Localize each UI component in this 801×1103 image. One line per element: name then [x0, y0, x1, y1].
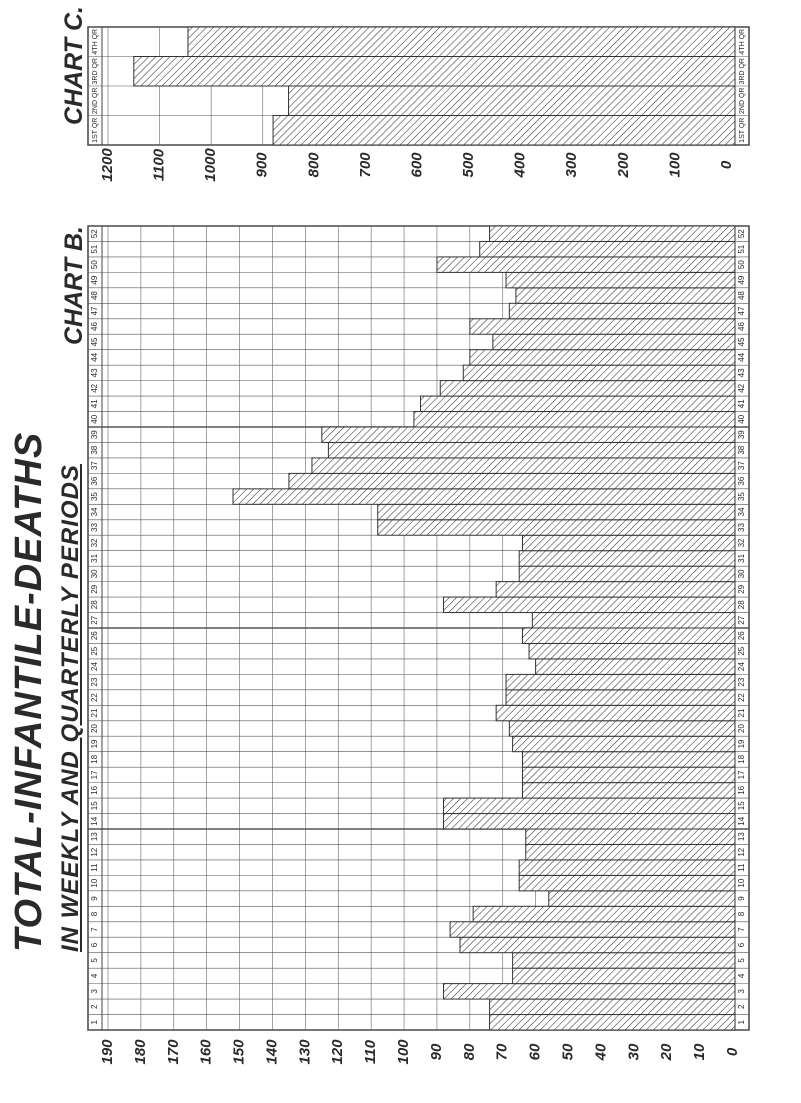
- chart-c-tick-label: 500: [460, 152, 478, 178]
- chart-b-bar: [378, 504, 735, 519]
- chart-c-tick-label: 300: [563, 152, 581, 178]
- chart-b-category-label: 47: [737, 306, 747, 316]
- chart-c: [60, 6, 749, 182]
- chart-b: [60, 226, 749, 1065]
- chart-b-category-label: 15: [90, 801, 100, 811]
- chart-b-category-label: 3: [737, 989, 747, 994]
- chart-b-category-label: 31: [90, 553, 100, 563]
- chart-b-category-label: 13: [737, 832, 747, 842]
- chart-b-bar: [421, 396, 736, 411]
- chart-b-bar: [536, 659, 735, 674]
- chart-b-bar: [414, 412, 735, 427]
- chart-b-category-label: 32: [90, 538, 100, 548]
- chart-b-bar: [519, 566, 735, 581]
- chart-b-bar: [522, 783, 735, 798]
- chart-b-tick-label: 160: [197, 1039, 215, 1065]
- chart-b-category-label: 27: [737, 615, 747, 625]
- chart-b-bar: [506, 674, 735, 689]
- chart-b-bar: [519, 551, 735, 566]
- chart-b-category-label: 21: [737, 708, 747, 718]
- chart-c-tick-label: 1200: [98, 148, 116, 182]
- chart-b-category-label: 11: [90, 863, 100, 872]
- chart-b-category-label: 52: [737, 229, 747, 239]
- chart-b-tick-label: 80: [460, 1043, 478, 1061]
- chart-b-category-label: 45: [737, 337, 747, 347]
- chart-b-category-label: 49: [90, 275, 100, 285]
- chart-b-bar: [444, 798, 735, 813]
- chart-b-category-label: 38: [737, 445, 747, 455]
- chart-b-category-label: 37: [90, 461, 100, 471]
- chart-b-category-label: 45: [90, 337, 100, 347]
- chart-b-bar: [506, 272, 735, 287]
- chart-b-bar: [470, 319, 735, 334]
- chart-b-bar: [526, 829, 735, 844]
- chart-b-category-label: 9: [90, 896, 100, 901]
- chart-b-bar: [470, 350, 735, 365]
- chart-c-tick-label: 400: [511, 152, 529, 178]
- chart-b-category-label: 35: [737, 492, 747, 502]
- chart-b-bar: [519, 860, 735, 875]
- chart-b-category-label: 30: [90, 569, 100, 579]
- chart-b-category-label: 33: [737, 523, 747, 532]
- chart-b-category-label: 24: [90, 662, 100, 672]
- chart-b-bar: [490, 226, 735, 241]
- chart-b-tick-label: 70: [493, 1043, 511, 1061]
- chart-b-category-label: 31: [737, 553, 747, 563]
- chart-b-tick-label: 190: [98, 1039, 116, 1065]
- chart-b-tick-label: 140: [263, 1039, 281, 1065]
- chart-b-bar: [322, 427, 735, 442]
- chart-b-category-label: 48: [737, 291, 747, 301]
- chart-b-tick-label: 30: [625, 1043, 643, 1061]
- chart-b-category-label: 27: [90, 615, 100, 625]
- chart-b-bar: [496, 705, 735, 720]
- chart-b-category-label: 22: [90, 693, 100, 703]
- chart-c-category-label: 3RD QR: [738, 58, 746, 85]
- chart-b-bar: [289, 473, 735, 488]
- chart-b-category-label: 14: [90, 816, 100, 826]
- chart-c-tick-label: 200: [614, 152, 632, 178]
- chart-b-bar: [473, 906, 735, 921]
- chart-c-category-label: 1ST QR: [91, 117, 99, 143]
- chart-b-bar: [522, 752, 735, 767]
- chart-b-category-label: 26: [90, 631, 100, 641]
- chart-b-category-label: 42: [90, 383, 100, 393]
- chart-c-label: CHART C.: [60, 6, 88, 125]
- chart-b-bar: [509, 721, 735, 736]
- chart-b-category-label: 32: [737, 538, 747, 548]
- chart-b-category-label: 44: [737, 352, 747, 362]
- chart-b-tick-label: 180: [131, 1039, 149, 1065]
- chart-b-category-label: 8: [737, 911, 747, 917]
- chart-b-bar: [490, 1015, 735, 1030]
- chart-b-bar: [513, 736, 735, 751]
- chart-c-tick-label: 600: [408, 152, 426, 178]
- chart-b-week-labels-top: [90, 229, 99, 1025]
- chart-b-category-label: 52: [90, 229, 100, 239]
- chart-b-category-label: 47: [90, 306, 100, 316]
- chart-b-category-label: 17: [90, 770, 100, 780]
- chart-b-bar: [506, 690, 735, 705]
- chart-b-bar: [463, 365, 735, 380]
- chart-b-category-label: 10: [90, 878, 100, 888]
- chart-b-bar: [460, 937, 735, 952]
- chart-b-category-label: 8: [90, 911, 100, 917]
- chart-b-category-label: 36: [737, 476, 747, 486]
- chart-b-category-label: 5: [737, 958, 747, 963]
- chart-c-category-label: 2ND QR: [91, 87, 99, 114]
- chart-b-category-label: 12: [90, 847, 100, 857]
- chart-b-bar: [450, 922, 735, 937]
- chart-c-tick-label: 1100: [150, 148, 168, 182]
- chart-c-tick-label: 800: [305, 152, 323, 178]
- chart-c-tick-label: 700: [356, 152, 374, 178]
- chart-b-bar: [529, 643, 735, 658]
- chart-b-category-label: 37: [737, 461, 747, 471]
- chart-b-category-label: 21: [90, 708, 100, 718]
- chart-b-tick-label: 110: [362, 1040, 380, 1064]
- chart-b-tick-label: 100: [395, 1039, 413, 1065]
- chart-b-category-label: 13: [90, 832, 100, 842]
- chart-b-bar: [437, 257, 735, 272]
- chart-b-category-label: 1: [737, 1020, 747, 1025]
- chart-b-category-label: 15: [737, 801, 747, 811]
- chart-b-category-label: 9: [737, 896, 747, 901]
- chart-b-bar: [513, 968, 735, 983]
- chart-b-bar: [378, 520, 735, 535]
- chart-b-category-label: 4: [737, 973, 747, 979]
- chart-b-category-label: 35: [90, 492, 100, 502]
- page-subtitle: IN WEEKLY AND QUARTERLY PERIODS: [57, 464, 84, 952]
- chart-c-category-label: 2ND QR: [738, 87, 746, 114]
- chart-c-bar: [273, 116, 735, 146]
- chart-b-category-label: 29: [737, 584, 747, 594]
- chart-c-x-axis: [99, 148, 735, 182]
- chart-c-category-label: 1ST QR: [738, 117, 746, 143]
- chart-b-bar: [440, 381, 735, 396]
- chart-b-bar: [522, 767, 735, 782]
- chart-c-bar: [188, 27, 735, 57]
- chart-b-category-label: 25: [90, 646, 100, 656]
- chart-b-category-label: 18: [90, 754, 100, 764]
- chart-b-tick-label: 170: [164, 1039, 182, 1065]
- chart-b-bar: [312, 458, 735, 473]
- chart-c-tick-label: 1000: [202, 148, 220, 182]
- chart-b-bar: [444, 984, 735, 999]
- chart-b-category-label: 48: [90, 291, 100, 301]
- chart-b-category-label: 50: [737, 260, 747, 270]
- chart-b-category-label: 44: [90, 352, 100, 362]
- chart-b-category-label: 5: [90, 958, 100, 963]
- chart-b-category-label: 28: [737, 600, 747, 610]
- chart-b-category-label: 34: [90, 507, 100, 517]
- chart-b-category-label: 23: [737, 677, 747, 687]
- chart-b-category-label: 18: [737, 754, 747, 764]
- chart-b-tick-label: 90: [427, 1043, 445, 1061]
- chart-b-category-label: 26: [737, 631, 747, 641]
- chart-b-category-label: 7: [737, 927, 747, 932]
- chart-b-category-label: 51: [90, 244, 100, 254]
- chart-b-category-label: 40: [737, 414, 747, 424]
- chart-b-category-label: 49: [737, 275, 747, 285]
- chart-b-bar: [490, 999, 735, 1014]
- chart-b-category-label: 51: [737, 244, 747, 254]
- chart-b-category-label: 41: [90, 399, 100, 409]
- chart-b-category-label: 24: [737, 662, 747, 672]
- chart-b-bar: [233, 489, 735, 504]
- chart-c-tick-label: 0: [717, 160, 735, 170]
- chart-b-bar: [549, 891, 735, 906]
- chart-b-category-label: 1: [90, 1020, 100, 1025]
- chart-c-category-label: 4TH QR: [91, 28, 99, 55]
- chart-b-category-label: 7: [90, 927, 100, 932]
- chart-b-category-label: 4: [90, 973, 100, 979]
- chart-b-bar: [519, 875, 735, 890]
- chart-b-bar: [493, 334, 735, 349]
- chart-b-tick-label: 50: [559, 1043, 577, 1061]
- chart-b-category-label: 11: [737, 863, 747, 872]
- chart-b-category-label: 6: [737, 942, 747, 948]
- chart-c-category-label: 4TH QR: [738, 28, 746, 55]
- chart-b-bar: [522, 628, 735, 643]
- chart-b-bar: [522, 535, 735, 550]
- chart-b-category-label: 20: [737, 724, 747, 733]
- chart-b-category-label: 41: [737, 399, 747, 409]
- chart-b-category-label: 50: [90, 260, 100, 270]
- chart-b-bar: [496, 582, 735, 597]
- chart-b-label: CHART B.: [60, 226, 88, 345]
- chart-b-category-label: 34: [737, 507, 747, 517]
- chart-b-category-label: 38: [90, 445, 100, 455]
- chart-b-bar: [513, 953, 735, 968]
- chart-b-tick-label: 0: [723, 1047, 741, 1057]
- chart-b-bar: [444, 597, 735, 612]
- chart-b-category-label: 2: [90, 1004, 100, 1010]
- chart-c-category-label: 3RD QR: [91, 58, 99, 85]
- chart-b-category-label: 10: [737, 878, 747, 888]
- chart-b-bar: [526, 844, 735, 859]
- chart-b-category-label: 30: [737, 569, 747, 579]
- chart-b-bar: [509, 303, 735, 318]
- chart-b-week-labels-bottom: [737, 229, 746, 1025]
- chart-b-x-axis: [99, 1039, 741, 1065]
- chart-b-category-label: 6: [90, 942, 100, 948]
- chart-b-category-label: 39: [90, 430, 100, 440]
- chart-b-tick-label: 150: [230, 1039, 248, 1065]
- chart-b-category-label: 28: [90, 600, 100, 610]
- chart-b-category-label: 19: [737, 739, 747, 749]
- chart-b-category-label: 2: [737, 1004, 747, 1010]
- chart-c-tick-label: 900: [253, 152, 271, 178]
- chart-b-category-label: 36: [90, 476, 100, 486]
- chart-b-bar: [328, 442, 735, 457]
- chart-b-category-label: 39: [737, 430, 747, 440]
- chart-b-bar: [532, 613, 735, 628]
- chart-b-category-label: 16: [90, 785, 100, 795]
- chart-b-tick-label: 10: [691, 1043, 709, 1061]
- chart-b-category-label: 46: [90, 322, 100, 331]
- chart-b-category-label: 46: [737, 322, 747, 331]
- chart-b-category-label: 16: [737, 785, 747, 795]
- chart-c-bar: [134, 57, 735, 87]
- page-title: TOTAL-INFANTILE-DEATHS: [8, 431, 50, 952]
- chart-b-bar: [444, 814, 735, 829]
- chart-b-category-label: 20: [90, 724, 100, 733]
- chart-b-category-label: 14: [737, 816, 747, 826]
- chart-b-category-label: 22: [737, 693, 747, 703]
- chart-b-category-label: 17: [737, 770, 747, 780]
- chart-b-category-label: 23: [90, 677, 100, 687]
- chart-b-tick-label: 120: [329, 1039, 347, 1065]
- chart-b-tick-label: 130: [296, 1039, 314, 1065]
- chart-b-category-label: 33: [90, 523, 100, 532]
- chart-c-bar: [289, 86, 735, 116]
- chart-b-category-label: 29: [90, 584, 100, 594]
- chart-c-tick-label: 100: [666, 152, 684, 178]
- chart-b-category-label: 12: [737, 847, 747, 857]
- chart-b-category-label: 42: [737, 383, 747, 393]
- chart-b-bar: [480, 241, 735, 256]
- chart-b-category-label: 40: [90, 414, 100, 424]
- chart-b-bar: [516, 288, 735, 303]
- chart-b-category-label: 3: [90, 989, 100, 994]
- chart-b-tick-label: 20: [658, 1043, 676, 1061]
- chart-b-category-label: 43: [737, 368, 747, 378]
- chart-b-tick-label: 60: [526, 1043, 544, 1061]
- chart-c-bars: [134, 27, 735, 145]
- chart-b-category-label: 25: [737, 646, 747, 656]
- chart-b-category-label: 43: [90, 368, 100, 378]
- chart-b-category-label: 19: [90, 739, 100, 749]
- chart-b-tick-label: 40: [592, 1043, 610, 1061]
